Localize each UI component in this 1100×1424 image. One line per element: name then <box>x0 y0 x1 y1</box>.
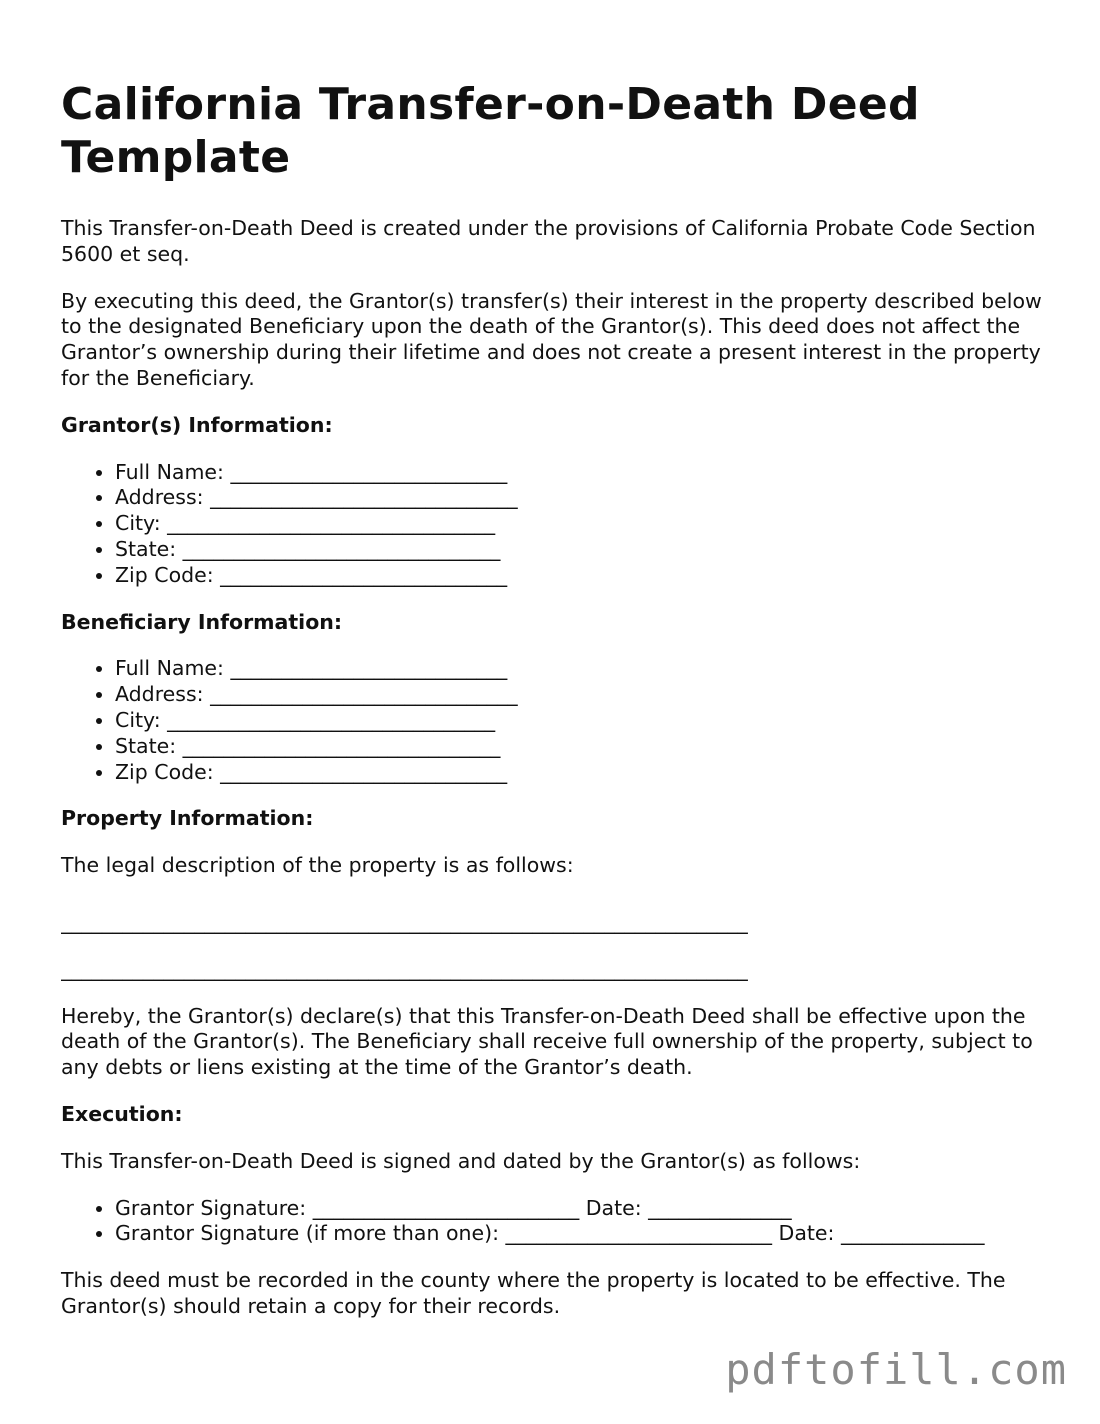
deed-document <box>61 78 1046 1320</box>
grantor-signature-line-2[interactable]: • Grantor Signature (if more than one): __________________________ Date: ______________ <box>115 1221 1046 1247</box>
grantor-address-field[interactable]: • Address: ______________________________ <box>115 485 1046 511</box>
beneficiary-info-heading: Beneficiary Information: <box>61 609 343 634</box>
grantor-info-list <box>61 460 1046 589</box>
intro-paragraph-2: By executing this deed, the Grantor(s) transfer(s) their interest in the property described below to the designated Beneficiary upon the death of the Grantor(s). This deed does not affect the Grantor’s ownership during their lifetime and does not create a present interest in the property for the Beneficiary. <box>61 288 1042 390</box>
beneficiary-zip-field[interactable]: • Zip Code: ____________________________ <box>115 760 1046 786</box>
grantor-info-heading: Grantor(s) Information: <box>61 412 333 437</box>
grantor-state-field[interactable]: • State: _______________________________ <box>115 537 1046 563</box>
grantor-signature-line-1[interactable]: • Grantor Signature: __________________________ Date: ______________ <box>115 1196 1046 1222</box>
execution-heading: Execution: <box>61 1101 183 1126</box>
beneficiary-info-list <box>61 656 1046 785</box>
grantor-city-field[interactable]: • City: ________________________________ <box>115 511 1046 537</box>
grantor-full-name-field[interactable]: • Full Name: ___________________________ <box>115 460 1046 486</box>
beneficiary-address-field[interactable]: • Address: ______________________________ <box>115 682 1046 708</box>
closing-paragraph: This deed must be recorded in the county where the property is located to be effective. The Grantor(s) should retain a copy for their records. <box>61 1268 1006 1318</box>
signature-list <box>61 1196 1046 1248</box>
grantor-zip-field[interactable]: • Zip Code: ____________________________ <box>115 563 1046 589</box>
legal-description-line-1[interactable]: ___________________________________________________________________ <box>61 909 748 934</box>
document-title: California Transfer-on-Death Deed Template <box>61 79 920 183</box>
declaration-paragraph: Hereby, the Grantor(s) declare(s) that this Transfer-on-Death Deed shall be effective upon the death of the Grantor(s). The Beneficiary shall receive full ownership of the property, subject to any debts or liens existing at the time of the Grantor’s death. <box>61 1003 1033 1080</box>
beneficiary-city-field[interactable]: • City: ________________________________ <box>115 708 1046 734</box>
intro-paragraph-1: This Transfer-on-Death Deed is created under the provisions of California Probate Code Section 5600 et seq. <box>61 216 1036 266</box>
property-info-heading: Property Information: <box>61 806 314 831</box>
watermark-text: pdftofill.com <box>725 1345 1067 1394</box>
beneficiary-full-name-field[interactable]: • Full Name: ___________________________ <box>115 656 1046 682</box>
execution-intro: This Transfer-on-Death Deed is signed and dated by the Grantor(s) as follows: <box>61 1148 861 1173</box>
beneficiary-state-field[interactable]: • State: _______________________________ <box>115 734 1046 760</box>
legal-description-intro: The legal description of the property is as follows: <box>61 853 574 878</box>
legal-description-line-2[interactable]: ___________________________________________________________________ <box>61 956 748 981</box>
